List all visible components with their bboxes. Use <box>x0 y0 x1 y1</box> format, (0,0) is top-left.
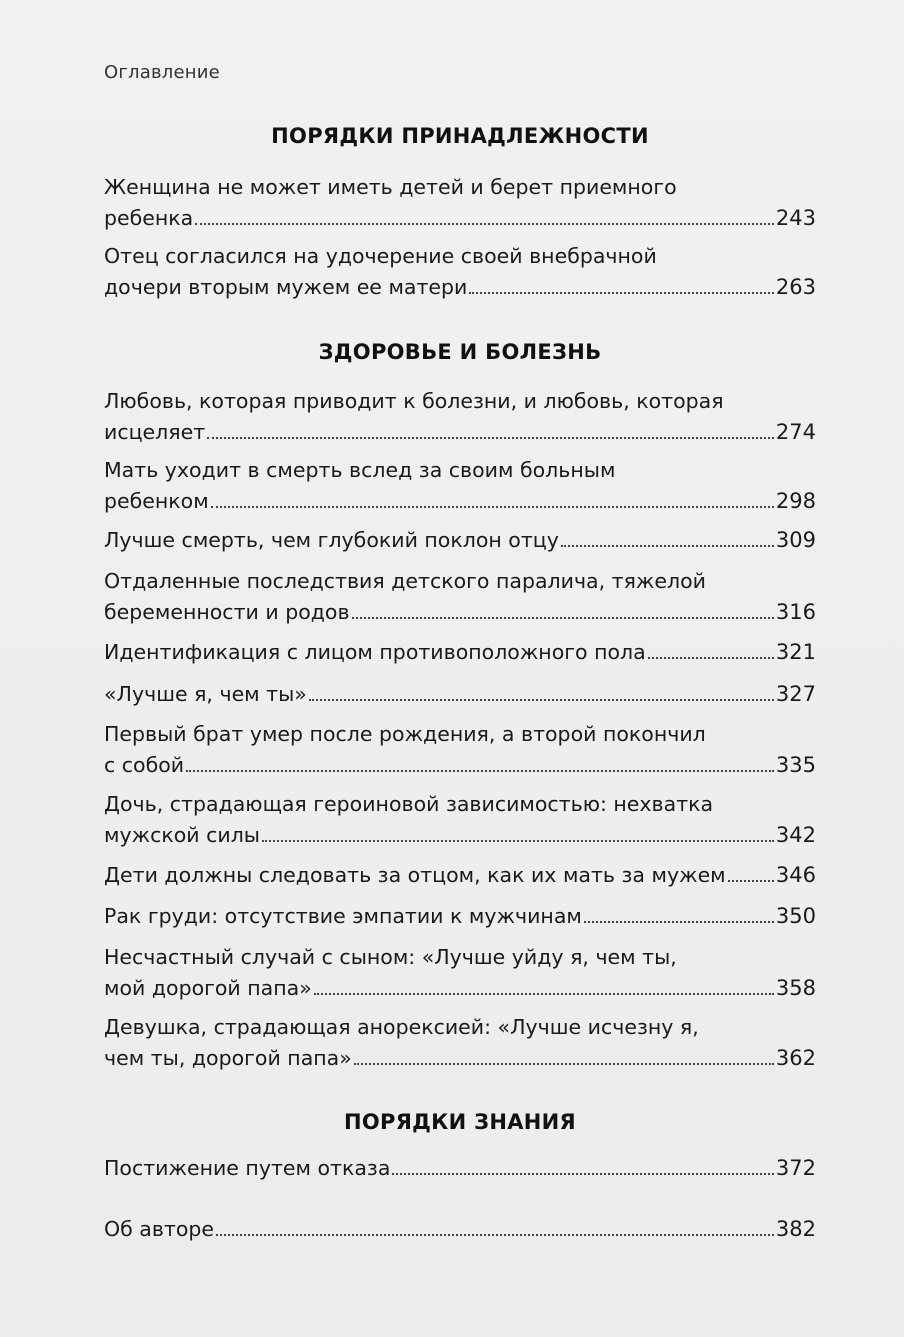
toc-entry-text: ребенка <box>104 206 194 230</box>
dot-leader <box>352 617 774 619</box>
toc-entry-text: «Лучше я, чем ты» <box>104 682 307 706</box>
dot-leader <box>211 506 774 508</box>
toc-entry-text: Об авторе <box>104 1217 215 1241</box>
section-title-knowledge: ПОРЯДКИ ЗНАНИЯ <box>343 1110 576 1134</box>
dot-leader <box>648 657 774 659</box>
toc-entry-text: мой дорогой папа» <box>104 976 312 1000</box>
toc-entry[interactable] <box>104 525 816 556</box>
toc-entry-text: мужской силы <box>104 823 260 847</box>
toc-entry-text: Рак груди: отсутствие эмпатии к мужчинам <box>104 904 582 928</box>
page-number: 358 <box>775 976 816 1000</box>
toc-entry-text-line1: Женщина не может иметь детей и берет приемного <box>104 175 677 199</box>
dot-leader <box>354 1063 774 1065</box>
toc-entry-text: Идентификация с лицом противоположного пола <box>104 640 646 664</box>
dot-leader <box>469 292 774 294</box>
dot-leader <box>392 1173 774 1175</box>
toc-entry-text-line1: Дочь, страдающая героиновой зависимостью: нехватка <box>104 792 714 816</box>
toc-entry-text: Дети должны следовать за отцом, как их мать за мужем <box>104 863 726 887</box>
section-title-health: ЗДОРОВЬЕ И БОЛЕЗНЬ <box>318 340 602 364</box>
page-number: 263 <box>775 275 816 299</box>
page-number: 316 <box>775 600 816 624</box>
toc-entry[interactable] <box>104 172 816 234</box>
dot-leader <box>314 993 774 995</box>
toc-entry-text-line1: Несчастный случай с сыном: «Лучше уйду я, чем ты, <box>104 945 677 969</box>
toc-entry[interactable] <box>104 901 816 932</box>
toc-entry[interactable] <box>104 942 816 1004</box>
dot-leader <box>195 223 774 225</box>
toc-entry-text: исцеляет <box>104 420 206 444</box>
section-title-belonging: ПОРЯДКИ ПРИНАДЛЕЖНОСТИ <box>271 124 649 148</box>
page-number: 274 <box>775 420 816 444</box>
toc-entry[interactable] <box>104 679 816 710</box>
toc-entry[interactable] <box>104 719 816 781</box>
page-number: 335 <box>775 753 816 777</box>
toc-entry[interactable] <box>104 860 816 891</box>
running-head: Оглавление <box>104 62 220 83</box>
page-number: 309 <box>775 528 816 552</box>
dot-leader <box>186 770 774 772</box>
toc-entry-text: с собой <box>104 753 185 777</box>
toc-entry-about-author[interactable] <box>104 1214 816 1245</box>
toc-entry-text-line1: Первый брат умер после рождения, а второй покончил <box>104 722 706 746</box>
dot-leader <box>561 545 774 547</box>
page-number: 327 <box>775 682 816 706</box>
dot-leader <box>262 840 774 842</box>
page-number: 342 <box>775 823 816 847</box>
dot-leader <box>309 699 774 701</box>
toc-entry-text-line1: Девушка, страдающая анорексией: «Лучше исчезну я, <box>104 1015 699 1039</box>
toc-entry-text: Лучше смерть, чем глубокий поклон отцу <box>104 528 559 552</box>
toc-entry-text-line1: Мать уходит в смерть вслед за своим больным <box>104 458 616 482</box>
toc-entry-text-line1: Отдаленные последствия детского паралича, тяжелой <box>104 569 706 593</box>
toc-entry-text: Постижение путем отказа <box>104 1156 391 1180</box>
page-number: 243 <box>775 206 816 230</box>
toc-entry-text: ребенком <box>104 489 209 513</box>
page-number: 298 <box>775 489 816 513</box>
toc-entry-text-line1: Отец согласился на удочерение своей внебрачной <box>104 244 657 268</box>
dot-leader <box>207 437 774 439</box>
dot-leader <box>728 880 774 882</box>
toc-entry[interactable] <box>104 386 816 448</box>
toc-entry[interactable] <box>104 1153 816 1184</box>
page-number: 372 <box>775 1156 816 1180</box>
toc-entry[interactable] <box>104 637 816 668</box>
page-number: 346 <box>775 863 816 887</box>
toc-entry[interactable] <box>104 566 816 628</box>
toc-entry-text: дочери вторым мужем ее матери <box>104 275 468 299</box>
toc-entry[interactable] <box>104 241 816 303</box>
dot-leader <box>216 1234 774 1236</box>
toc-entry-text: беременности и родов <box>104 600 350 624</box>
page-number: 321 <box>775 640 816 664</box>
toc-entry[interactable] <box>104 1012 816 1074</box>
dot-leader <box>584 921 774 923</box>
toc-entry-text: чем ты, дорогой папа» <box>104 1046 352 1070</box>
page-number: 350 <box>775 904 816 928</box>
page-number: 362 <box>775 1046 816 1070</box>
toc-entry-text-line1: Любовь, которая приводит к болезни, и любовь, которая <box>104 389 724 413</box>
toc-entry[interactable] <box>104 455 816 517</box>
page-number: 382 <box>775 1217 816 1241</box>
toc-entry[interactable] <box>104 789 816 851</box>
